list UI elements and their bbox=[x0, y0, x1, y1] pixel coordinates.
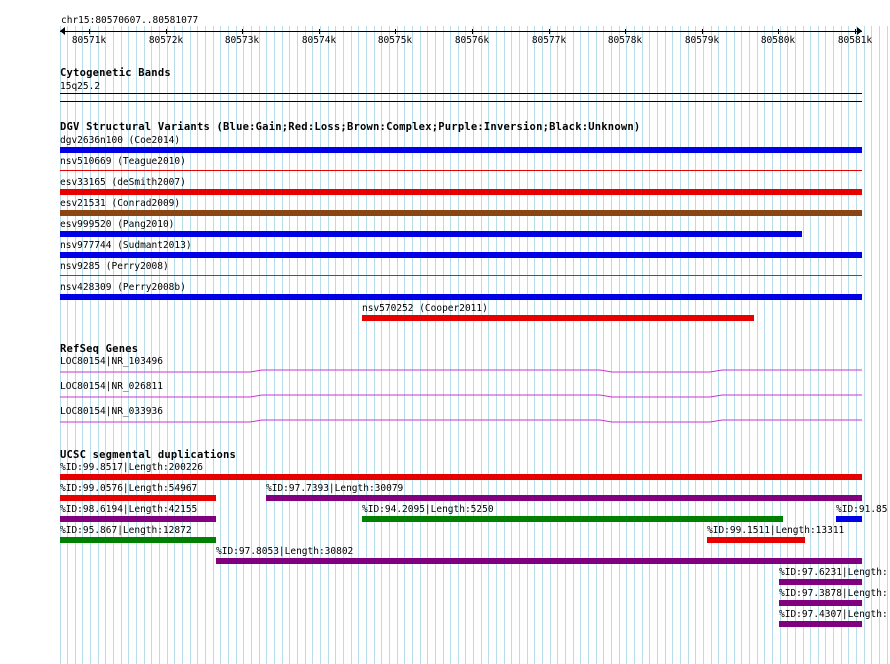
dgv-variant-label[interactable]: nsv977744 (Sudmant2013) bbox=[60, 240, 192, 251]
segdup-bar[interactable] bbox=[836, 516, 862, 522]
segdup-label[interactable]: %ID:99.0576|Length:54967 bbox=[60, 483, 198, 494]
ruler-tick bbox=[319, 29, 320, 34]
cytoband-top-line bbox=[60, 93, 862, 94]
refseq-track-title: RefSeq Genes bbox=[60, 343, 139, 355]
segdup-bar[interactable] bbox=[60, 516, 216, 522]
ruler-tick bbox=[166, 29, 167, 34]
dgv-variant-bar[interactable] bbox=[60, 252, 862, 258]
refseq-gene-label[interactable]: LOC80154|NR_033936 bbox=[60, 406, 163, 417]
segdup-label[interactable]: %ID:97.8053|Length:30802 bbox=[216, 546, 354, 557]
ruler-tick-label: 80579k bbox=[684, 35, 720, 46]
ruler-tick bbox=[242, 29, 243, 34]
segdup-label[interactable]: %ID:98.6194|Length:42155 bbox=[60, 504, 198, 515]
ruler-tick bbox=[778, 29, 779, 34]
dgv-variant-label[interactable]: nsv510669 (Teague2010) bbox=[60, 156, 186, 167]
segdup-bar[interactable] bbox=[362, 516, 783, 522]
ruler-tick-label: 80578k bbox=[607, 35, 643, 46]
refseq-gene-model bbox=[60, 395, 862, 397]
segdup-bar[interactable] bbox=[779, 579, 862, 585]
segdup-bar[interactable] bbox=[779, 621, 862, 627]
segdup-label[interactable]: %ID:97.4307|Length: bbox=[779, 609, 888, 620]
dgv-track-title: DGV Structural Variants (Blue:Gain;Red:Loss;Brown:Complex;Purple:Inversion;Black:Unknown) bbox=[60, 121, 641, 133]
ruler-tick-label: 80577k bbox=[531, 35, 567, 46]
segdup-label[interactable]: %ID:99.1511|Length:13311 bbox=[707, 525, 845, 536]
dgv-variant-bar[interactable] bbox=[60, 231, 802, 237]
dgv-variant-label[interactable]: dgv2636n100 (Coe2014) bbox=[60, 135, 181, 146]
ruler-tick-label: 80581k bbox=[837, 35, 873, 46]
ruler-tick bbox=[549, 29, 550, 34]
segdup-label[interactable]: %ID:97.6231|Length: bbox=[779, 567, 888, 578]
ruler-right-arrow-icon[interactable] bbox=[857, 27, 862, 35]
segdup-label[interactable]: %ID:97.3878|Length: bbox=[779, 588, 888, 599]
cytoband-bottom-line bbox=[60, 101, 862, 102]
segdup-label[interactable]: %ID:99.8517|Length:200226 bbox=[60, 462, 203, 473]
segdup-label[interactable]: %ID:97.7393|Length:30079 bbox=[266, 483, 404, 494]
segdup-label[interactable]: %ID:91.85 bbox=[836, 504, 888, 515]
refseq-gene-model bbox=[60, 370, 862, 372]
dgv-variant-bar[interactable] bbox=[362, 315, 754, 321]
segdup-bar[interactable] bbox=[779, 600, 862, 606]
refseq-gene-models[interactable] bbox=[0, 360, 890, 430]
dgv-variant-bar[interactable] bbox=[60, 170, 862, 171]
segdup-bar[interactable] bbox=[216, 558, 862, 564]
dgv-variant-bar[interactable] bbox=[60, 275, 862, 276]
dgv-variant-label[interactable]: nsv9285 (Perry2008) bbox=[60, 261, 169, 272]
dgv-variant-label[interactable]: esv999520 (Pang2010) bbox=[60, 219, 175, 230]
segdup-bar[interactable] bbox=[60, 537, 216, 543]
segdup-bar[interactable] bbox=[60, 495, 216, 501]
ruler-left-arrow-icon[interactable] bbox=[60, 27, 65, 35]
cytoband-track-title: Cytogenetic Bands bbox=[60, 67, 171, 79]
segdup-bar[interactable] bbox=[707, 537, 805, 543]
dgv-variant-label[interactable]: nsv570252 (Cooper2011) bbox=[362, 303, 488, 314]
ruler-tick bbox=[855, 29, 856, 34]
segdup-bar[interactable] bbox=[60, 474, 862, 480]
dgv-variant-bar[interactable] bbox=[60, 189, 862, 195]
ruler-tick-label: 80572k bbox=[148, 35, 184, 46]
ruler-tick-label: 80575k bbox=[377, 35, 413, 46]
refseq-gene-model bbox=[60, 420, 862, 422]
ruler-axis-line bbox=[60, 31, 862, 32]
dgv-variant-bar[interactable] bbox=[60, 294, 862, 300]
dgv-variant-label[interactable]: nsv428309 (Perry2008b) bbox=[60, 282, 186, 293]
ruler-position-label: chr15:80570607..80581077 bbox=[61, 15, 199, 26]
ruler-tick-label: 80571k bbox=[71, 35, 107, 46]
ruler-tick bbox=[395, 29, 396, 34]
segdup-label[interactable]: %ID:95.867|Length:12872 bbox=[60, 525, 192, 536]
ruler-tick bbox=[625, 29, 626, 34]
dgv-variant-bar[interactable] bbox=[60, 210, 862, 216]
ruler-tick bbox=[702, 29, 703, 34]
ruler-tick bbox=[89, 29, 90, 34]
ruler-tick bbox=[472, 29, 473, 34]
refseq-gene-label[interactable]: LOC80154|NR_103496 bbox=[60, 356, 163, 367]
refseq-gene-label[interactable]: LOC80154|NR_026811 bbox=[60, 381, 163, 392]
segdup-track-title: UCSC segmental duplications bbox=[60, 449, 237, 461]
ruler-tick-label: 80576k bbox=[454, 35, 490, 46]
ruler-tick-label: 80573k bbox=[224, 35, 260, 46]
dgv-variant-label[interactable]: esv21531 (Conrad2009) bbox=[60, 198, 181, 209]
segdup-label[interactable]: %ID:94.2095|Length:5250 bbox=[362, 504, 494, 515]
ruler-tick-label: 80574k bbox=[301, 35, 337, 46]
cytoband-label: 15q25.2 bbox=[60, 81, 101, 92]
segdup-bar[interactable] bbox=[266, 495, 862, 501]
dgv-variant-label[interactable]: esv33165 (deSmith2007) bbox=[60, 177, 186, 188]
dgv-variant-bar[interactable] bbox=[60, 147, 862, 153]
ruler-tick-label: 80580k bbox=[760, 35, 796, 46]
